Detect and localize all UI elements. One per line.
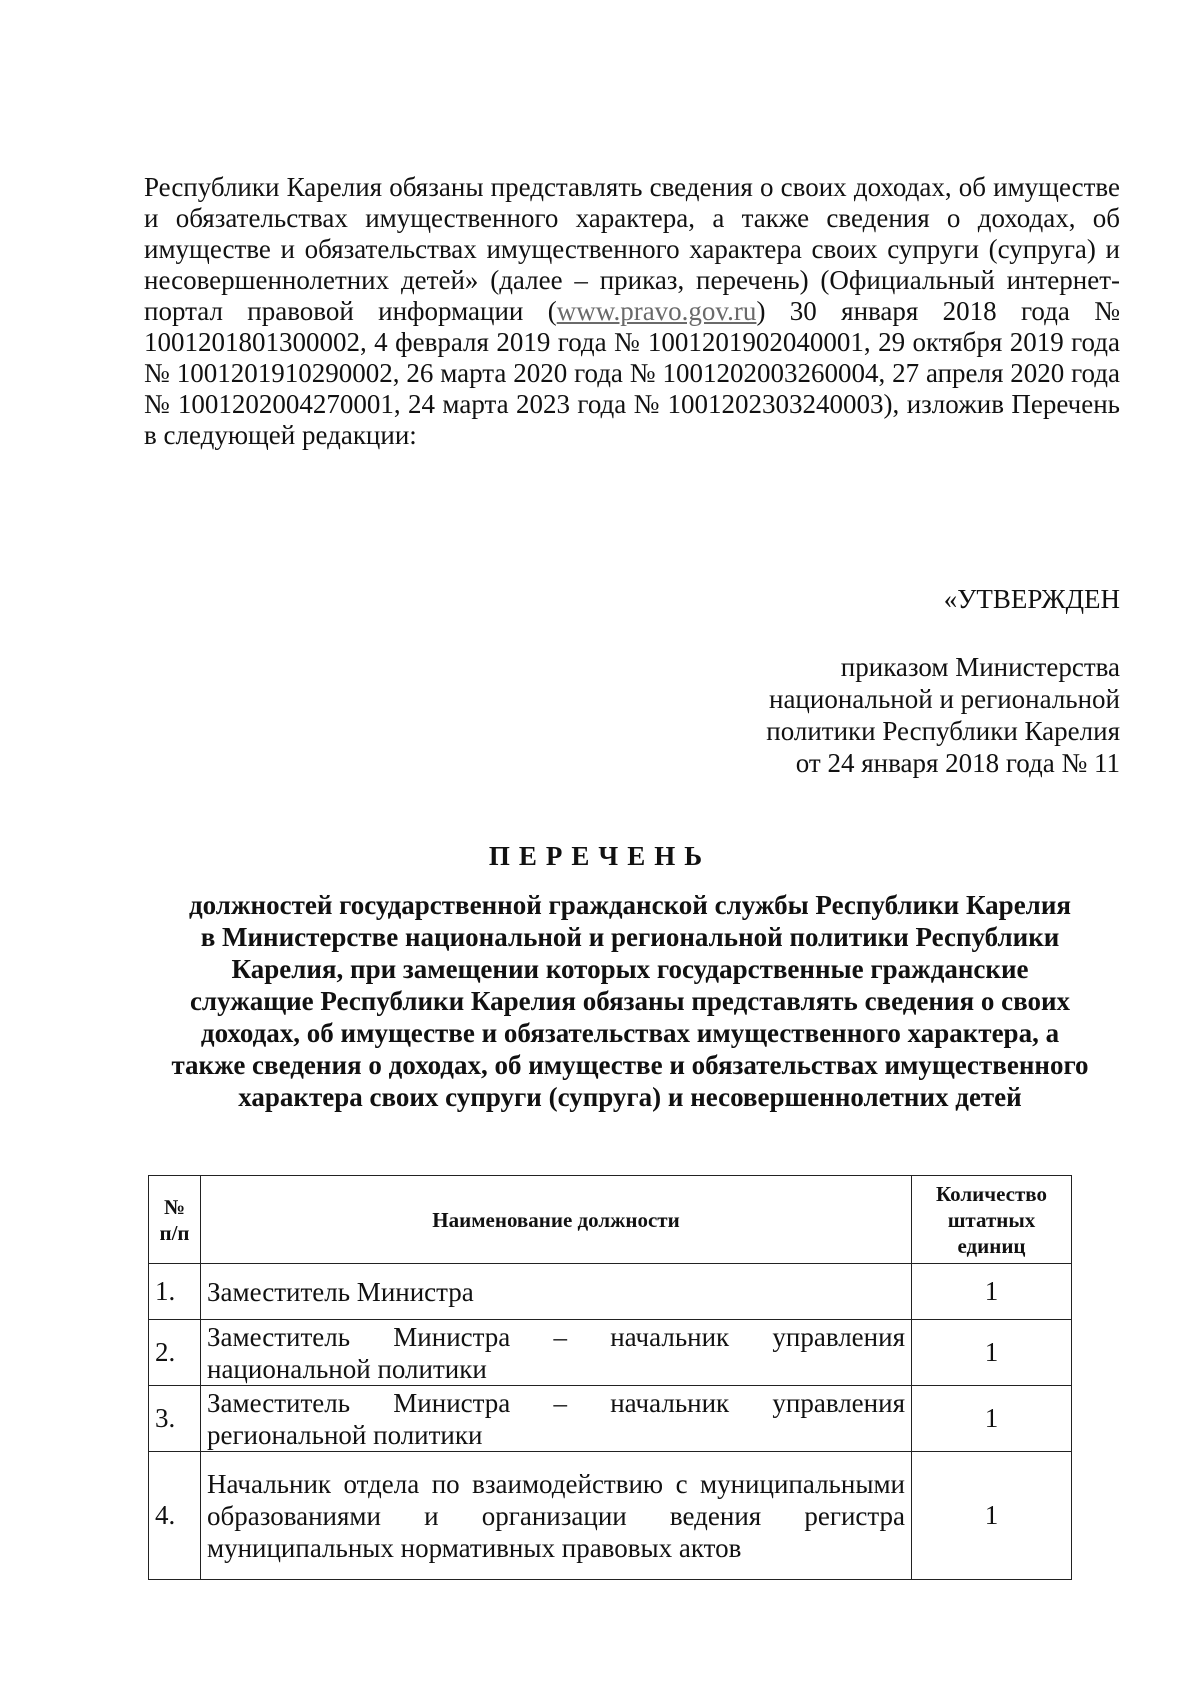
subtitle-line: доходах, об имуществе и обязательствах имущественного характера, а [200,1018,1060,1048]
subtitle-line: также сведения о доходах, об имуществе и обязательствах имущественного [171,1050,1089,1080]
row-number: 1. [149,1264,201,1320]
positions-table [148,1175,1072,1580]
table-header-row [149,1176,1072,1264]
header-count-line: единиц [957,1233,1026,1258]
approval-line: от 24 января 2018 года № 11 [795,748,1120,778]
row-position-name: Заместитель Министра – начальник управления национальной политики [201,1320,912,1386]
header-count-line: Количество [935,1181,1048,1206]
row-position-name: Начальник отдела по взаимодействию с муниципальными образованиями и организации ведения регистра муниципальных нормативных правовых актов [201,1452,912,1580]
approval-heading: «УТВЕРЖДЕН [943,584,1120,614]
intro-text-start: Республики Карелия обязаны представлять сведения о своих доходах, об имуществе и обязательствах имущественного характера, а также сведения о доходах, об имуществе и обязательствах имущественного характера своих супруги (супруга) и несовершеннолетних детей» (далее – приказ, перечень) (Официальный интернет-портал правовой информации ( [144,172,1120,326]
row-staff-count: 1 [912,1320,1072,1386]
subtitle-line: должностей государственной гражданской службы Республики Карелия [189,890,1071,920]
subtitle-line: Карелия, при замещении которых государственные гражданские [231,954,1029,984]
subtitle-line: в Министерстве национальной и региональной политики Республики [200,922,1060,952]
row-staff-count: 1 [912,1452,1072,1580]
subtitle-line: характера своих супруги (супруга) и несовершеннолетних детей [238,1082,1022,1112]
intro-text-end: ) 30 января 2018 года № 1001201801300002, 4 февраля 2019 года № 1001201902040001, 29 октября 2019 года № 1001201910290002, 26 марта 2020 года № 1001202003260004, 27 апреля 2020 года № 1001202004270001, 24 марта 2023 года № 1001202303240003), изложив Перечень в следующей редакции: [144,296,1120,450]
table-row [149,1386,1072,1452]
subtitle-line: служащие Республики Карелия обязаны представлять сведения о своих [189,986,1071,1016]
table-row [149,1264,1072,1320]
approval-line: приказом Министерства [840,652,1120,682]
row-number: 3. [149,1386,201,1452]
document-title: ПЕРЕЧЕНЬ [488,841,712,871]
header-count-line: штатных [947,1207,1036,1232]
header-position-name: Наименование должности [201,1176,912,1264]
table-row [149,1452,1072,1580]
header-number [149,1176,201,1264]
header-number-line: № [163,1194,186,1219]
approval-line: национальной и региональной [769,684,1120,714]
intro-paragraph [144,172,1120,451]
table-row [149,1320,1072,1386]
row-number: 2. [149,1320,201,1386]
header-number-line: п/п [159,1220,190,1245]
row-staff-count: 1 [912,1264,1072,1320]
pravo-portal-link[interactable]: www.pravo.gov.ru [556,296,757,326]
header-staff-count [912,1176,1072,1264]
row-position-name: Заместитель Министра [201,1264,912,1320]
row-staff-count: 1 [912,1386,1072,1452]
row-number: 4. [149,1452,201,1580]
approval-block [620,583,1120,779]
document-subtitle [140,889,1120,1113]
row-position-name: Заместитель Министра – начальник управления региональной политики [201,1386,912,1452]
approval-line: политики Республики Карелия [766,716,1120,746]
